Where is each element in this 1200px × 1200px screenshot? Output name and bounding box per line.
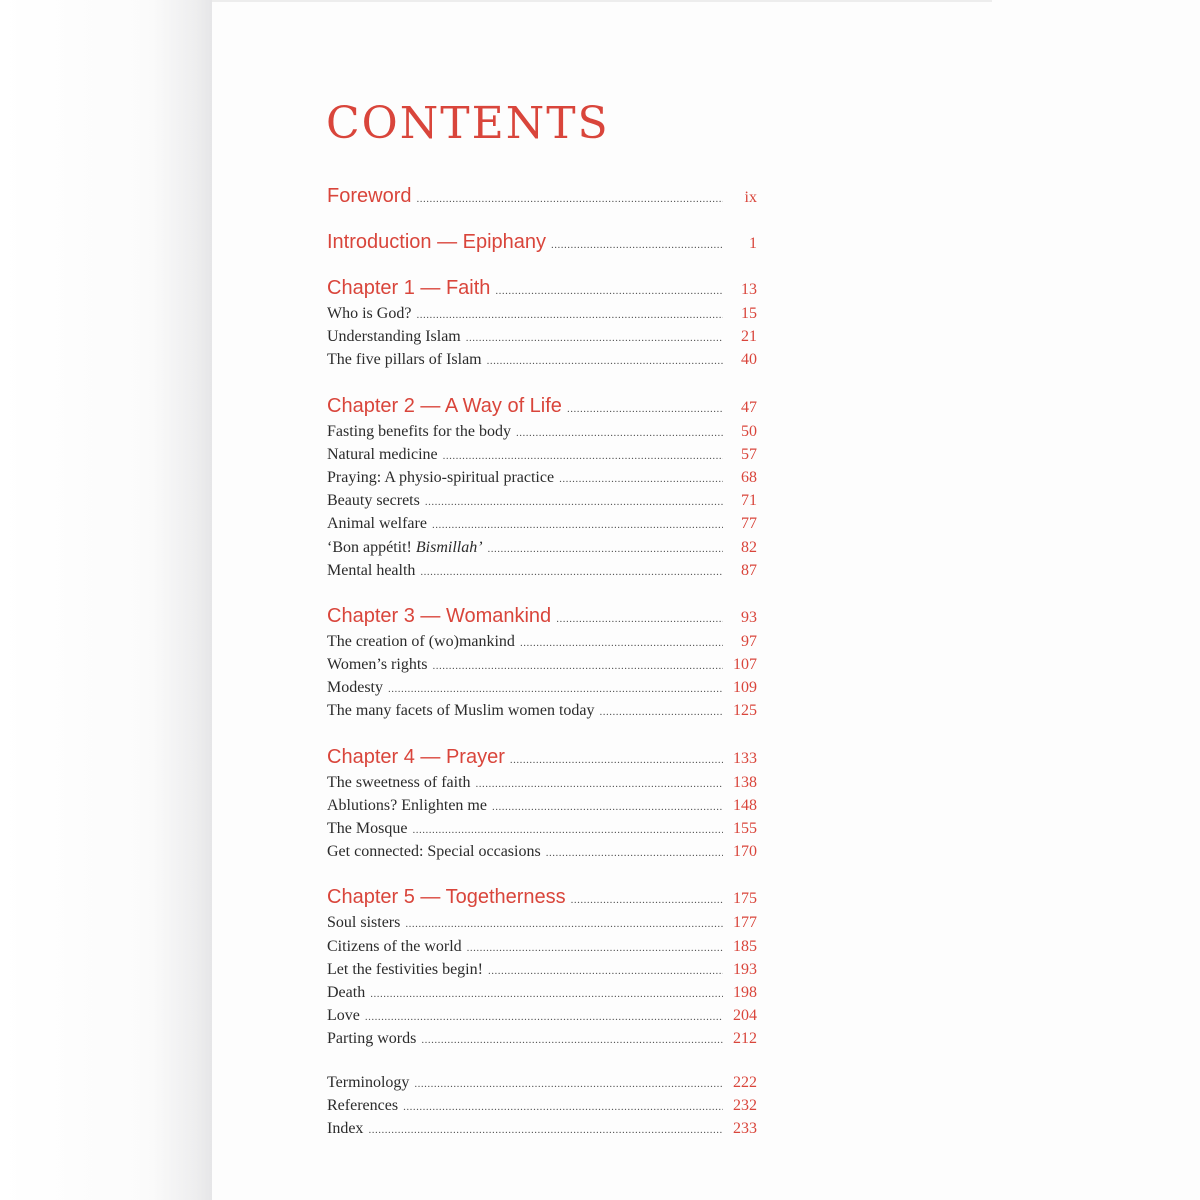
toc-entry[interactable] xyxy=(327,840,757,863)
toc-references[interactable] xyxy=(327,1094,757,1117)
leader-dots xyxy=(368,1119,723,1142)
entry-label: References xyxy=(327,1096,399,1114)
leader-dots xyxy=(403,1096,723,1119)
leader-dots xyxy=(487,350,723,373)
entry-label: The many facets of Muslim women today xyxy=(327,702,595,720)
entry-page: 222 xyxy=(733,1073,757,1091)
entry-label: The creation of (wo)mankind xyxy=(327,632,515,650)
chapter-page: 93 xyxy=(741,608,757,626)
leader-dots xyxy=(488,538,723,561)
entry-label-prefix: ‘Bon appétit! xyxy=(327,538,416,556)
entry-page: 21 xyxy=(741,328,757,346)
toc-chapter-4[interactable] xyxy=(327,743,757,771)
leader-dots xyxy=(466,327,723,350)
chapter-page: 47 xyxy=(741,398,757,416)
entry-page: 57 xyxy=(741,445,757,463)
leader-dots xyxy=(443,445,723,468)
toc-chapter-5[interactable] xyxy=(327,883,757,911)
toc-entry[interactable] xyxy=(327,958,757,981)
entry-page: 212 xyxy=(733,1030,757,1048)
entry-label: The sweetness of faith xyxy=(327,773,471,791)
toc-entry[interactable] xyxy=(327,302,757,325)
leader-dots xyxy=(432,514,723,537)
toc-entry[interactable] xyxy=(327,443,757,466)
toc-index[interactable] xyxy=(327,1117,757,1140)
chapter-page: 13 xyxy=(741,281,757,298)
entry-label: Ablutions? Enlighten me xyxy=(327,796,487,814)
entry-page: 233 xyxy=(733,1119,757,1137)
toc-entry[interactable] xyxy=(327,817,757,840)
entry-label: Beauty secrets xyxy=(327,492,420,510)
entry-label: Animal welfare xyxy=(327,515,427,533)
leader-dots xyxy=(571,886,723,914)
entry-page: 138 xyxy=(733,773,757,791)
leader-dots xyxy=(495,277,723,305)
leader-dots xyxy=(365,1006,723,1029)
entry-page: 198 xyxy=(733,983,757,1001)
toc-entry[interactable] xyxy=(327,935,757,958)
toc-terminology[interactable] xyxy=(327,1071,757,1094)
entry-label: Let the festivities begin! xyxy=(327,960,483,978)
toc-foreword-label: Foreword xyxy=(327,185,412,207)
leader-dots xyxy=(516,422,723,445)
chapter-heading: Chapter 3 — Womankind xyxy=(327,604,552,627)
toc-entry[interactable] xyxy=(327,536,757,559)
toc-entry[interactable] xyxy=(327,420,757,443)
entry-page: 109 xyxy=(733,679,757,697)
leader-dots xyxy=(414,1073,723,1096)
entry-label: Index xyxy=(327,1119,364,1137)
entry-page: 185 xyxy=(733,937,757,955)
entry-label: Modesty xyxy=(327,679,383,697)
toc-entry[interactable] xyxy=(327,348,757,371)
toc-entry[interactable] xyxy=(327,1004,757,1027)
entry-page: 71 xyxy=(741,492,757,510)
contents-title: CONTENTS xyxy=(326,98,610,149)
leader-dots xyxy=(600,701,724,724)
leader-dots xyxy=(432,655,723,678)
entry-page: 97 xyxy=(741,632,757,650)
toc-foreword[interactable] xyxy=(327,182,757,210)
entry-label: The five pillars of Islam xyxy=(327,351,482,369)
toc-chapter-1[interactable] xyxy=(327,274,757,302)
toc-entry[interactable] xyxy=(327,771,757,794)
chapter-heading: Chapter 2 — A Way of Life xyxy=(327,394,562,417)
leader-dots xyxy=(488,960,723,983)
leader-dots xyxy=(416,185,723,213)
entry-page: 204 xyxy=(733,1007,757,1025)
entry-label: Praying: A physio-spiritual practice xyxy=(327,468,555,486)
toc-foreword-page: ix xyxy=(744,189,757,206)
leader-dots xyxy=(556,605,723,633)
entry-label: Citizens of the world xyxy=(327,937,462,955)
entry-label: Who is God? xyxy=(327,305,412,322)
entry-label: Women’s rights xyxy=(327,656,428,674)
table-of-contents xyxy=(327,182,757,1140)
leader-dots xyxy=(405,913,723,936)
toc-chapter-2[interactable] xyxy=(327,392,757,420)
entry-label: Mental health xyxy=(327,561,416,579)
entry-page: 15 xyxy=(741,305,757,322)
entry-page: 155 xyxy=(733,820,757,837)
entry-label xyxy=(327,536,483,559)
toc-entry[interactable] xyxy=(327,630,757,653)
entry-label: The Mosque xyxy=(327,820,408,837)
toc-entry[interactable] xyxy=(327,794,757,817)
entry-label: Soul sisters xyxy=(327,914,401,932)
chapter-page: 133 xyxy=(733,749,757,767)
toc-introduction-label: Introduction — Epiphany xyxy=(327,231,547,253)
toc-entry[interactable] xyxy=(327,489,757,512)
toc-entry[interactable] xyxy=(327,653,757,676)
page-top-edge xyxy=(212,0,992,2)
leader-dots xyxy=(520,632,723,655)
leader-dots xyxy=(425,491,723,514)
page-gutter-shadow xyxy=(0,0,212,1200)
leader-dots xyxy=(420,561,723,584)
leader-dots xyxy=(421,1029,723,1052)
entry-label: Terminology xyxy=(327,1073,410,1091)
toc-introduction-page: 1 xyxy=(749,235,757,252)
leader-dots xyxy=(551,231,723,259)
entry-page: 148 xyxy=(733,796,757,814)
entry-page: 193 xyxy=(733,960,757,978)
toc-entry[interactable] xyxy=(327,512,757,535)
entry-page: 125 xyxy=(733,702,757,720)
chapter-heading: Chapter 4 — Prayer xyxy=(327,745,505,768)
entry-label: Love xyxy=(327,1007,360,1025)
entry-label-italic: Bismillah’ xyxy=(415,538,483,556)
entry-label: Death xyxy=(327,983,366,1001)
leader-dots xyxy=(476,773,723,796)
toc-entry[interactable] xyxy=(327,699,757,722)
chapter-heading: Chapter 1 — Faith xyxy=(327,277,491,299)
entry-label: Get connected: Special occasions xyxy=(327,843,541,861)
entry-page: 82 xyxy=(741,538,757,556)
entry-page: 177 xyxy=(733,914,757,932)
toc-entry[interactable] xyxy=(327,676,757,699)
entry-page: 232 xyxy=(733,1096,757,1114)
leader-dots xyxy=(567,395,723,423)
leader-dots xyxy=(412,819,723,842)
toc-entry[interactable] xyxy=(327,325,757,348)
toc-introduction[interactable] xyxy=(327,228,757,256)
entry-page: 107 xyxy=(733,656,757,674)
entry-page: 50 xyxy=(741,422,757,440)
leader-dots xyxy=(416,304,723,327)
entry-page: 170 xyxy=(733,843,757,861)
toc-entry[interactable] xyxy=(327,466,757,489)
chapter-page: 175 xyxy=(733,890,757,908)
leader-dots xyxy=(559,468,723,491)
leader-dots xyxy=(388,678,723,701)
chapter-heading: Chapter 5 — Togetherness xyxy=(327,886,566,909)
toc-entry[interactable] xyxy=(327,981,757,1004)
entry-page: 68 xyxy=(741,468,757,486)
leader-dots xyxy=(492,796,723,819)
entry-label: Parting words xyxy=(327,1030,417,1048)
entry-label: Understanding Islam xyxy=(327,328,461,346)
toc-entry[interactable] xyxy=(327,1027,757,1050)
entry-page: 87 xyxy=(741,561,757,579)
toc-entry[interactable] xyxy=(327,559,757,582)
leader-dots xyxy=(546,842,723,865)
toc-chapter-3[interactable] xyxy=(327,602,757,630)
entry-page: 77 xyxy=(741,515,757,533)
leader-dots xyxy=(370,983,723,1006)
entry-label: Fasting benefits for the body xyxy=(327,422,511,440)
entry-label: Natural medicine xyxy=(327,445,438,463)
leader-dots xyxy=(510,746,723,774)
toc-entry[interactable] xyxy=(327,911,757,934)
leader-dots xyxy=(467,937,723,960)
entry-page: 40 xyxy=(741,351,757,369)
